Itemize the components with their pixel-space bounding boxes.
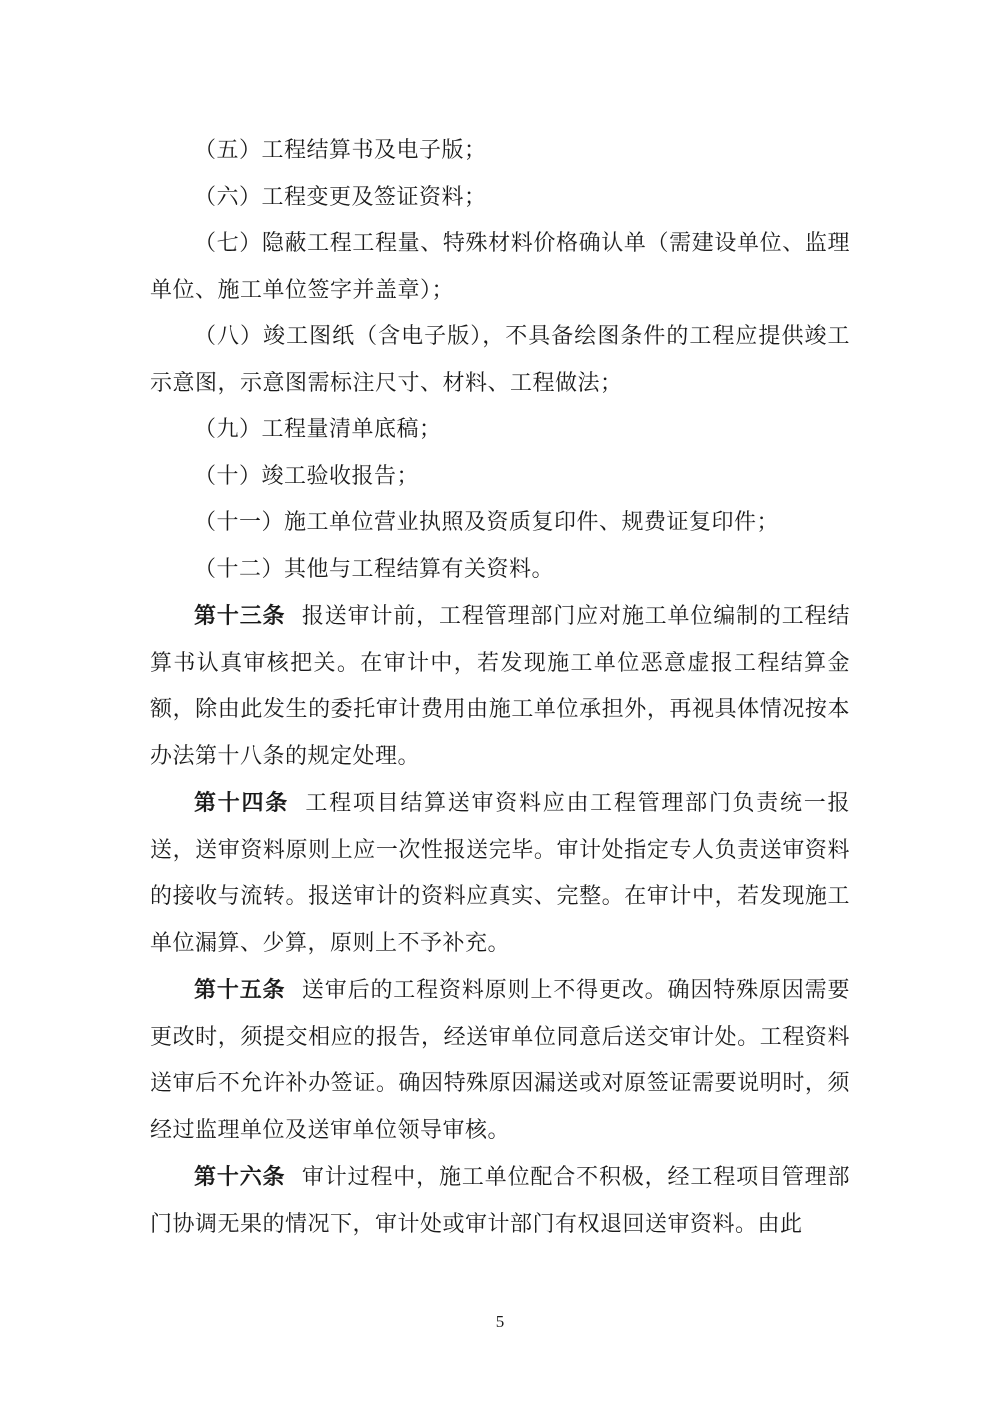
- article-15-text: 送审后的工程资料原则上不得更改。确因特殊原因需要更改时，须提交相应的报告，经送审单位同意后送交审计处。工程资料送审后不允许补办签证。确因特殊原因漏送或对原签证需要说明时，须经过监理单位及送审单位领导审核。: [150, 978, 850, 1143]
- article-13: [150, 593, 850, 780]
- article-14: [150, 780, 850, 967]
- article-13-text: 报送审计前，工程管理部门应对施工单位编制的工程结算书认真审核把关。在审计中，若发现施工单位恶意虚报工程结算金额，除由此发生的委托审计费用由施工单位承担外，再视具体情况按本办法第十八条的规定处理。: [150, 604, 850, 769]
- article-15: [150, 967, 850, 1154]
- list-item-12: （十二）其他与工程结算有关资料。: [194, 556, 555, 582]
- list-item-5: （五）工程结算书及电子版；: [194, 138, 487, 163]
- list-item-7: （七）隐蔽工程工程量、特殊材料价格确认单（需建设单位、监理单位、施工单位签字并盖章）；: [150, 231, 850, 303]
- page-number: 5: [495, 1312, 505, 1331]
- article-15-number: 第十五条: [194, 977, 286, 1003]
- article-16-number: 第十六条: [194, 1164, 286, 1190]
- article-13-number: 第十三条: [194, 603, 286, 629]
- document-body: [150, 128, 850, 1248]
- article-16-text: 审计过程中，施工单位配合不积极，经工程项目管理部门协调无果的情况下，审计处或审计部门有权退回送审资料。由此: [150, 1165, 850, 1237]
- article-14-number: 第十四条: [194, 790, 289, 816]
- article-14-text: 工程项目结算送审资料应由工程管理部门负责统一报送，送审资料原则上应一次性报送完毕。审计处指定专人负责送审资料的接收与流转。报送审计的资料应真实、完整。在审计中，若发现施工单位漏算、少算，原则上不予补充。: [150, 791, 850, 956]
- list-item-9: （九）工程量清单底稿；: [194, 417, 442, 442]
- list-item-11: （十一）施工单位营业执照及资质复印件、规费证复印件；: [194, 510, 780, 535]
- article-16: [150, 1154, 850, 1248]
- list-item-10: （十）竣工验收报告；: [194, 463, 420, 489]
- list-item-8: （八）竣工图纸（含电子版），不具备绘图条件的工程应提供竣工示意图，示意图需标注尺寸、材料、工程做法；: [150, 324, 850, 396]
- list-item-6: （六）工程变更及签证资料；: [194, 184, 487, 210]
